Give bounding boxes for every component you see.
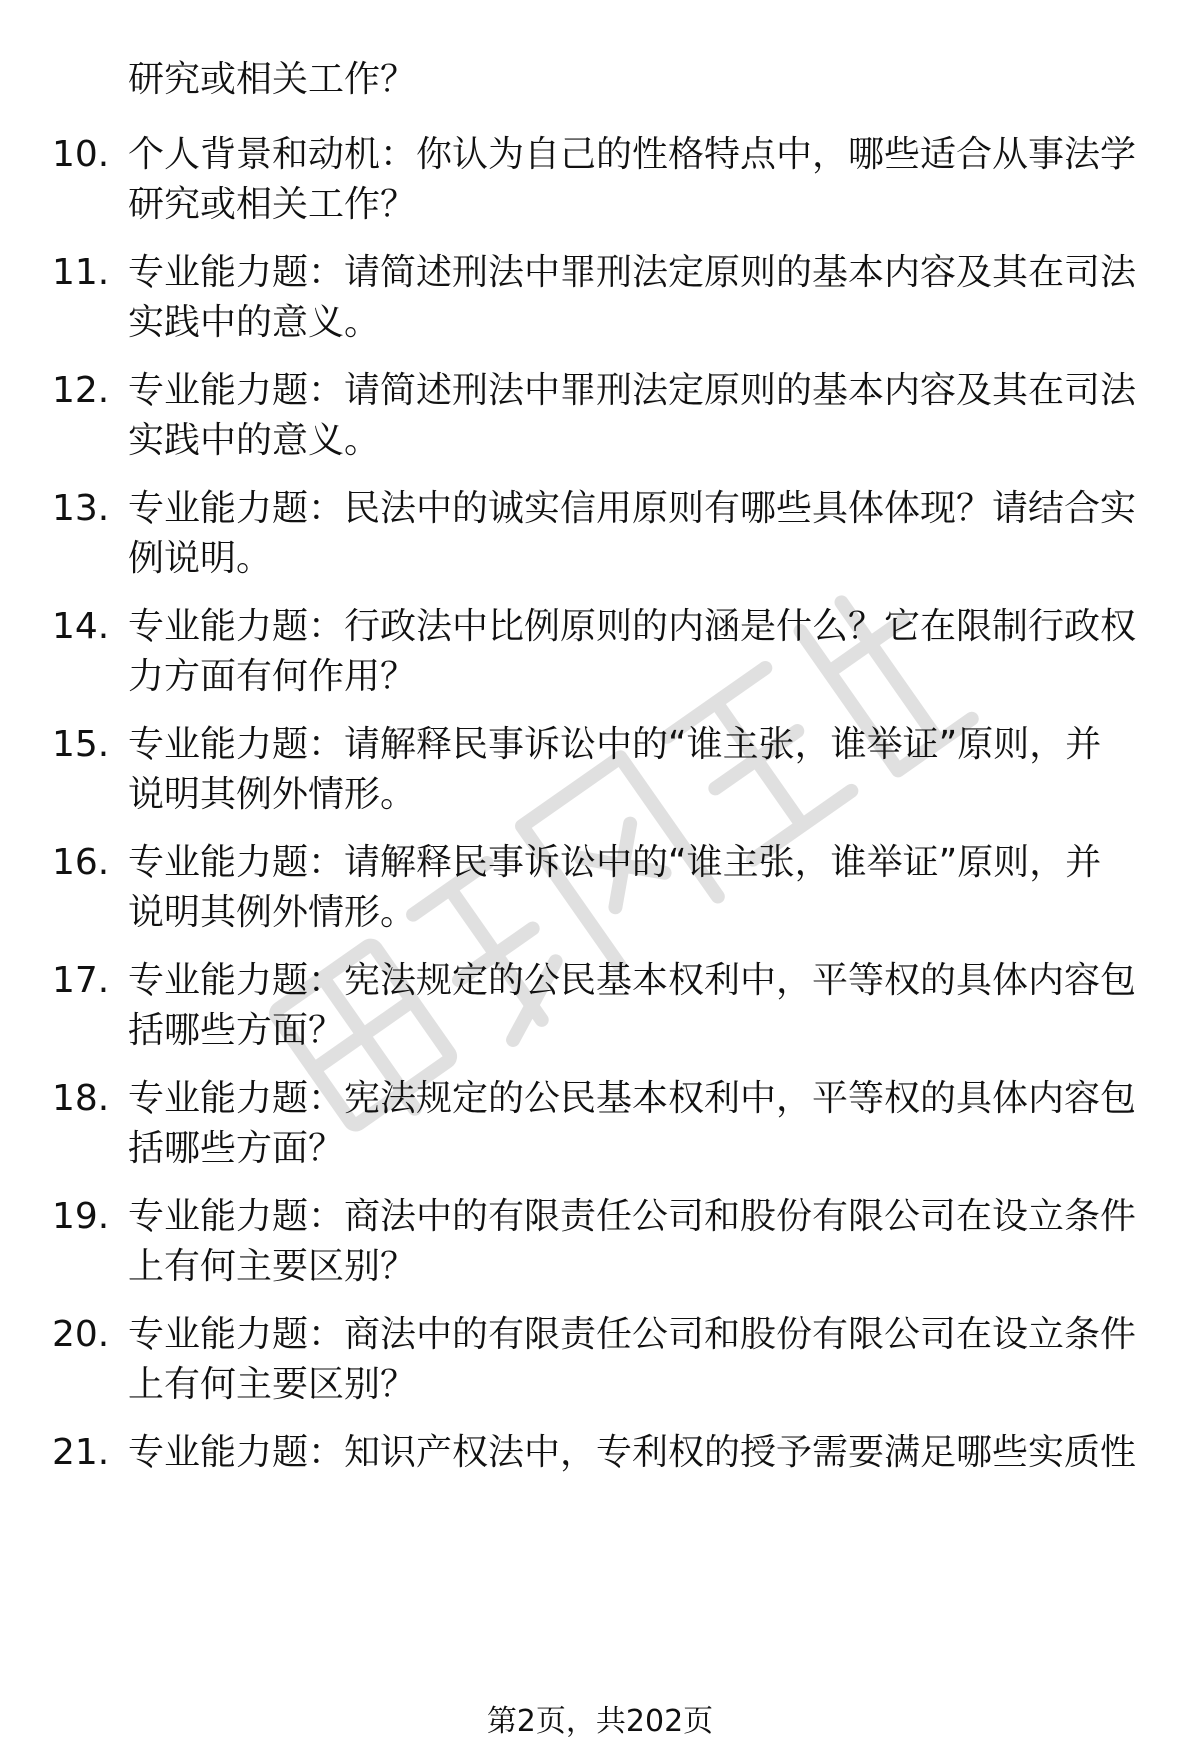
item-text <box>128 248 1140 348</box>
item-number: 13. <box>52 488 110 529</box>
item-text-line: 专业能力题：请解释民事诉讼中的“谁主张，谁举证”原则，并 <box>128 724 1102 765</box>
item-text-line: 专业能力题：知识产权法中，专利权的授予需要满足哪些实质性 <box>128 1432 1137 1473</box>
item-text-line: 上有何主要区别？ <box>128 1246 417 1287</box>
item-text <box>128 720 1140 820</box>
item-number: 17. <box>52 960 110 1001</box>
item-number: 12. <box>52 370 110 411</box>
item-text <box>128 838 1140 938</box>
item-text-line: 括哪些方面？ <box>128 1128 345 1169</box>
item-text-line: 专业能力题：民法中的诚实信用原则有哪些具体体现？请结合实 <box>128 488 1137 529</box>
item-text <box>128 484 1140 584</box>
item-text <box>128 1192 1140 1292</box>
item-text-line: 例说明。 <box>128 538 273 579</box>
item-text-line: 实践中的意义。 <box>128 302 381 343</box>
page-footer: 第2页，共202页 <box>486 1704 714 1739</box>
item-text-line: 说明其例外情形。 <box>128 892 417 933</box>
item-text-line: 研究或相关工作？ <box>128 184 417 225</box>
item-text-line: 专业能力题：请简述刑法中罪刑法定原则的基本内容及其在司法 <box>128 252 1137 293</box>
item-text-line: 专业能力题：商法中的有限责任公司和股份有限公司在设立条件 <box>128 1314 1137 1355</box>
item-text <box>128 1428 1140 1478</box>
item-text-line: 专业能力题：行政法中比例原则的内涵是什么？它在限制行政权 <box>128 606 1137 647</box>
item-text <box>128 55 1140 105</box>
item-text <box>128 1074 1140 1174</box>
item-text-line: 专业能力题：请解释民事诉讼中的“谁主张，谁举证”原则，并 <box>128 842 1102 883</box>
item-text-line: 力方面有何作用？ <box>128 656 417 697</box>
item-number: 15. <box>52 724 110 765</box>
item-text <box>128 130 1140 230</box>
item-number: 19. <box>52 1196 110 1237</box>
item-text <box>128 602 1140 702</box>
item-text <box>128 1310 1140 1410</box>
item-number: 21. <box>52 1432 110 1473</box>
item-number: 20. <box>52 1314 110 1355</box>
item-number: 10. <box>52 134 110 175</box>
item-text-line: 专业能力题：商法中的有限责任公司和股份有限公司在设立条件 <box>128 1196 1137 1237</box>
item-number: 14. <box>52 606 110 647</box>
item-text-line: 研究或相关工作？ <box>128 59 417 100</box>
item-text-line: 专业能力题：宪法规定的公民基本权利中，平等权的具体内容包 <box>128 960 1137 1001</box>
item-number: 18. <box>52 1078 110 1119</box>
item-text-line: 说明其例外情形。 <box>128 774 417 815</box>
item-number: 11. <box>52 252 110 293</box>
item-text <box>128 366 1140 466</box>
item-text-line: 个人背景和动机：你认为自己的性格特点中，哪些适合从事法学 <box>128 134 1137 175</box>
item-number: 16. <box>52 842 110 883</box>
item-text-line: 专业能力题：宪法规定的公民基本权利中，平等权的具体内容包 <box>128 1078 1137 1119</box>
item-text-line: 括哪些方面？ <box>128 1010 345 1051</box>
item-text-line: 实践中的意义。 <box>128 420 381 461</box>
item-text <box>128 956 1140 1056</box>
item-text-line: 上有何主要区别？ <box>128 1364 417 1405</box>
item-text-line: 专业能力题：请简述刑法中罪刑法定原则的基本内容及其在司法 <box>128 370 1137 411</box>
